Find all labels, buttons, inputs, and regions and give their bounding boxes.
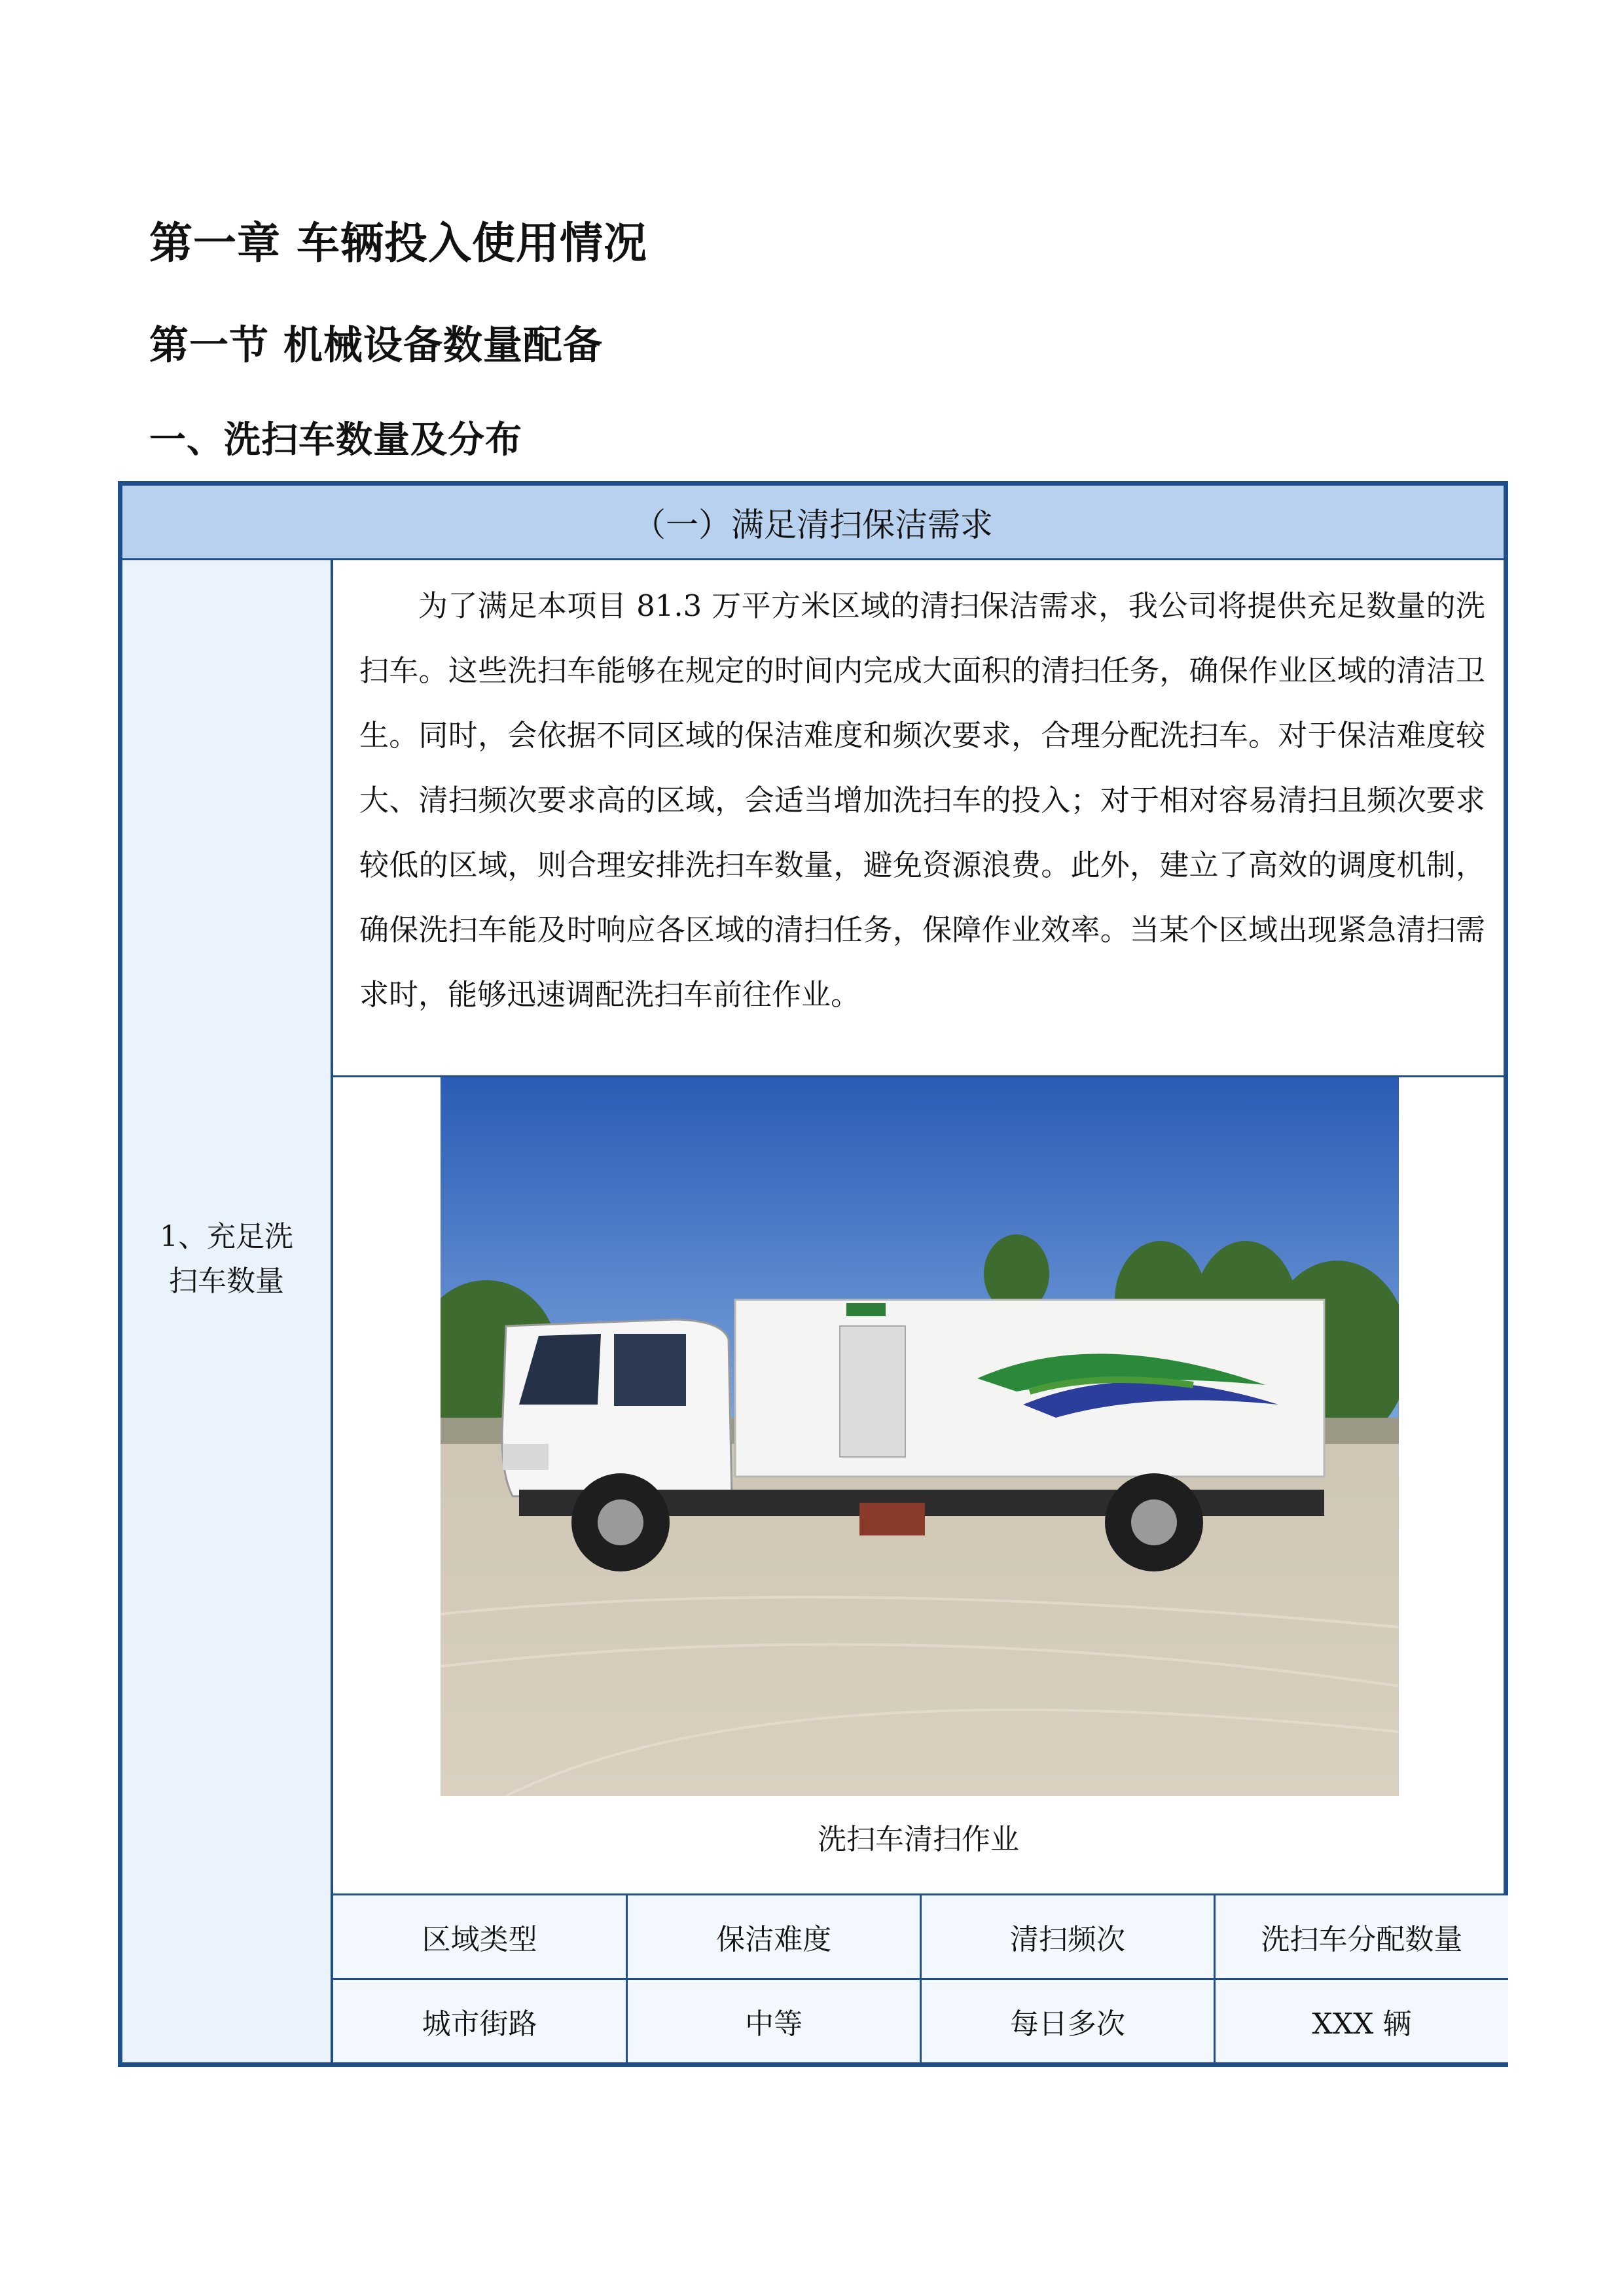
header-cell: 洗扫车分配数量 bbox=[1214, 1895, 1508, 1979]
header-cell: 清扫频次 bbox=[921, 1895, 1215, 1979]
table-header-row bbox=[333, 1895, 1508, 1979]
table-row bbox=[333, 1979, 1508, 2063]
table-cell: 每日多次 bbox=[921, 1979, 1215, 2063]
description-paragraph: 为了满足本项目 81.3 万平方米区域的清扫保洁需求，我公司将提供充足数量的洗扫车。这些洗扫车能够在规定的时间内完成大面积的清扫任务，确保作业区域的清洁卫生。同时，会依据不同区域的保洁难度和频次要求，合理分配洗扫车。对于保洁难度较大、清扫频次要求高的区域，会适当增加洗扫车的投入；对于相对容易清扫且频次要求较低的区域，则合理安排洗扫车数量，避免资源浪费。此外，建立了高效的调度机制，确保洗扫车能及时响应各区域的清扫任务，保障作业效率。当某个区域出现紧急清扫需求时，能够迅速调配洗扫车前往作业。 bbox=[333, 560, 1504, 1077]
left-label: 1、充足洗扫车数量 bbox=[160, 1219, 293, 1298]
subsection-title: 一、洗扫车数量及分布 bbox=[149, 419, 522, 461]
photo-cell bbox=[333, 1077, 1504, 1895]
table-cell: 中等 bbox=[627, 1979, 921, 2063]
content-box bbox=[118, 481, 1508, 2067]
header-cell: 保洁难度 bbox=[627, 1895, 921, 1979]
left-label-cell bbox=[122, 560, 333, 2062]
table-cell: 城市街路 bbox=[333, 1979, 627, 2063]
section-title: 第一节 机械设备数量配备 bbox=[149, 323, 603, 368]
header-cell: 区域类型 bbox=[333, 1895, 627, 1979]
allocation-table bbox=[333, 1895, 1508, 2062]
table-cell: XXX 辆 bbox=[1214, 1979, 1508, 2063]
box-header: （一）满足清扫保洁需求 bbox=[122, 486, 1504, 560]
photo-caption: 洗扫车清扫作业 bbox=[818, 1823, 1019, 1856]
chapter-title: 第一章 车辆投入使用情况 bbox=[149, 218, 647, 268]
sweeper-truck-photo bbox=[441, 1077, 1399, 1796]
